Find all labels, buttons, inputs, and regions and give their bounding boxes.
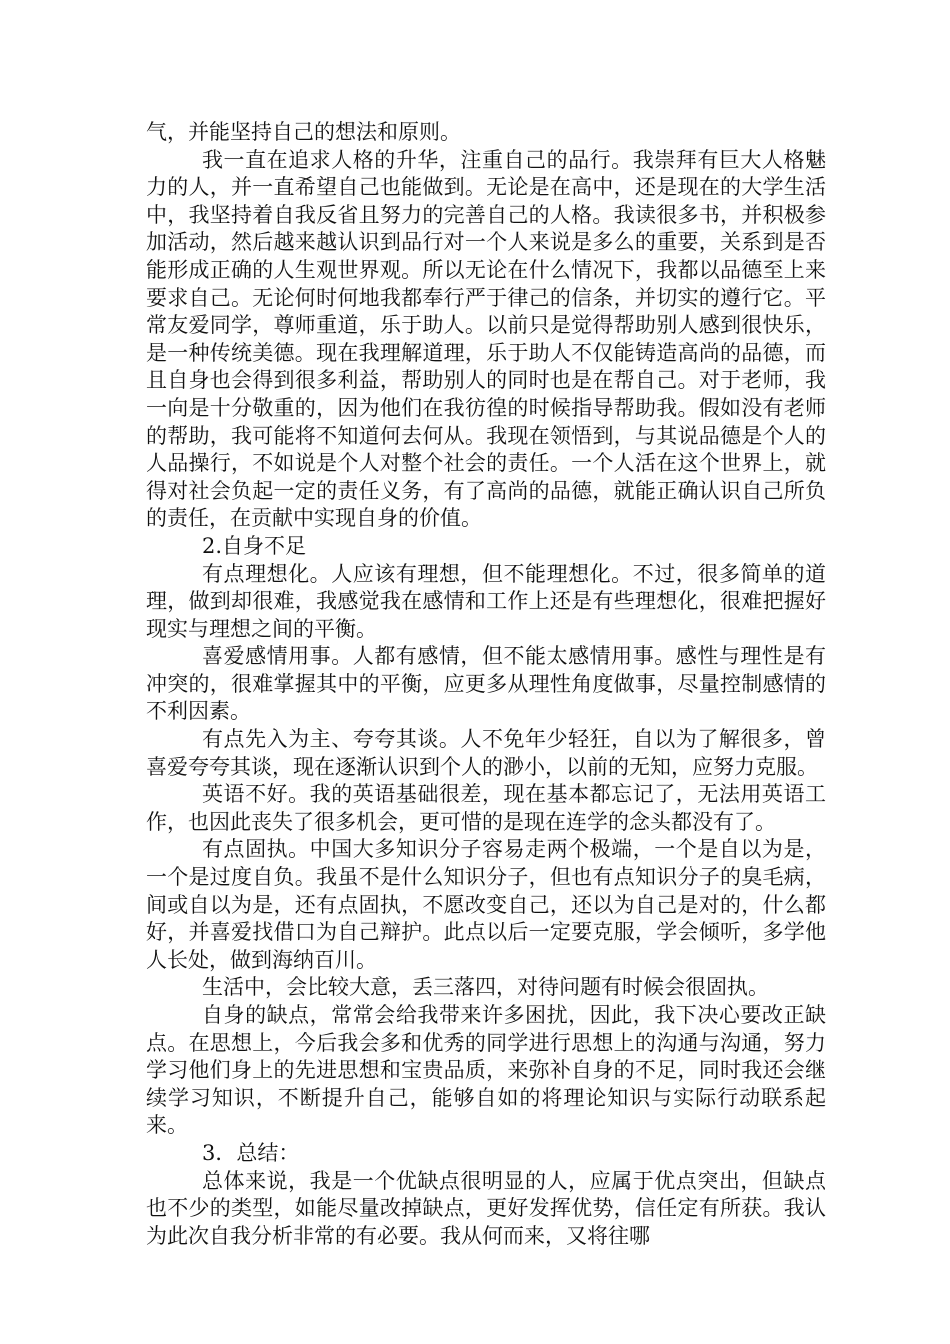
- paragraph-improvement: 自身的缺点，常常会给我带来许多困扰，因此，我下决心要改正缺点。在思想上，今后我会多和优秀的同学进行思想上的沟通与沟通，努力学习他们身上的先进思想和宝贵品质，来弥补自身的不足，同时我还会继续学习知识，不断提升自己，能够自如的将理论知识与实际行动联系起来。: [146, 1003, 826, 1138]
- paragraph-emotional: 喜爱感情用事。人都有感情，但不能太感情用事。感性与理性是有冲突的，很难掌握其中的平衡，应更多从理性角度做事，尽量控制感情的不利因素。: [146, 644, 826, 724]
- paragraph-careless: 生活中，会比较大意，丢三落四，对待问题有时候会很固执。: [202, 975, 769, 1000]
- paragraph-character: 我一直在追求人格的升华，注重自己的品行。我崇拜有巨大人格魅力的人，并一直希望自己也能做到。无论是在高中，还是现在的大学生活中，我坚持着自我反省且努力的完善自己的人格。我读很多书，并积极参加活动，然后越来越认识到品行对一个人来说是多么的重要，关系到是否能形成正确的人生观世界观。所以无论在什么情况下，我都以品德至上来要求自己。无论何时何地我都奉行严于律己的信条，并切实的遵行它。平常友爱同学，尊师重道，乐于助人。以前只是觉得帮助别人感到很快乐，是一种传统美德。现在我理解道理，乐于助人不仅能铸造高尚的品德，而且自身也会得到很多利益，帮助别人的同时也是在帮自己。对于老师，我一向是十分敬重的，因为他们在我彷徨的时候指导帮助我。假如没有老师的帮助，我可能将不知道何去何从。我现在领悟到，与其说品德是个人的人品操行，不如说是个人对整个社会的责任。一个人活在这个世界上，就得对社会负起一定的责任义务，有了高尚的品德，就能正确认识自己所负的责任，在贡献中实现自身的价值。: [146, 147, 826, 531]
- paragraph-idealistic: 有点理想化。人应该有理想，但不能理想化。不过，很多简单的道理，做到却很难，我感觉我在感情和工作上还是有些理想化，很难把握好现实与理想之间的平衡。: [146, 561, 826, 641]
- section-heading-shortcomings: 2.自身不足: [202, 533, 307, 558]
- paragraph-boastful: 有点先入为主、夸夸其谈。人不免年少轻狂，自以为了解很多，曾喜爱夸夸其谈，现在逐渐认识到个人的渺小，以前的无知，应努力克服。: [146, 727, 826, 779]
- paragraph-stubborn: 有点固执。中国大多知识分子容易走两个极端，一个是自以为是，一个是过度自负。我虽不是什么知识分子，但也有点知识分子的臭毛病，间或自以为是，还有点固执，不愿改变自己，还以为自己是对的，什么都好，并喜爱找借口为自己辩护。此点以后一定要克服，学会倾听，多学他人长处，做到海纳百川。: [146, 837, 826, 972]
- section-heading-summary: 3．总结：: [202, 1140, 300, 1165]
- document-body: [146, 119, 826, 1250]
- paragraph-continuation: 气，并能坚持自己的想法和原则。: [146, 120, 461, 144]
- paragraph-english: 英语不好。我的英语基础很差，现在基本都忘记了，无法用英语工作，也因此丧失了很多机会，更可惜的是现在连学的念头都没有了。: [146, 782, 826, 834]
- paragraph-summary: 总体来说，我是一个优缺点很明显的人，应属于优点突出，但缺点也不少的类型，如能尽量改掉缺点，更好发挥优势，信任定有所获。我认为此次自我分析非常的有必要。我从何而来，又将往哪: [146, 1168, 826, 1248]
